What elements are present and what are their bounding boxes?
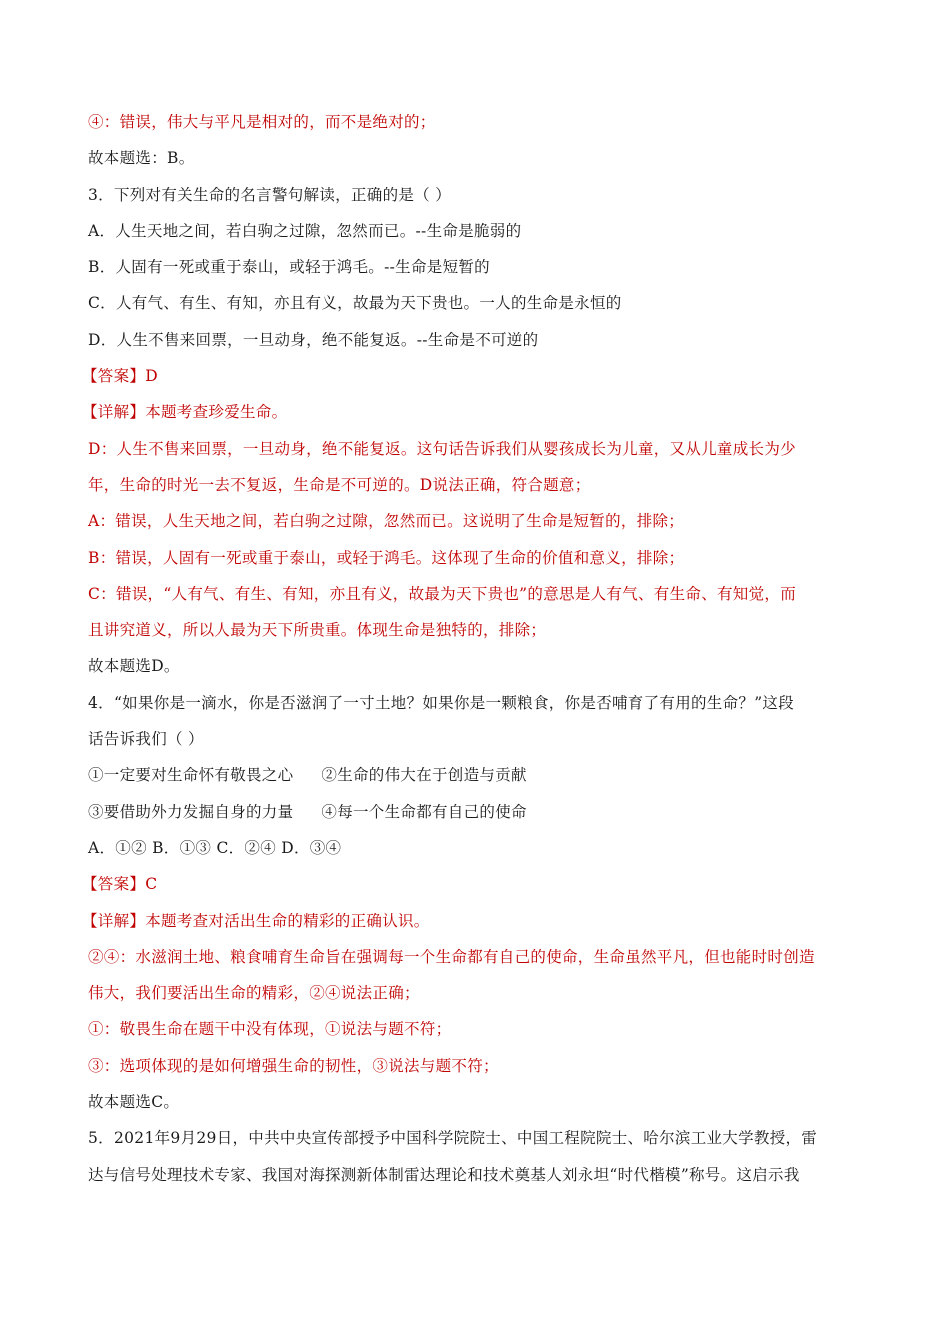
question-4-detail: [82, 911, 868, 931]
question-3-answer: [82, 366, 868, 386]
detail-label: 【详解】: [82, 911, 146, 930]
question-3-option-c: C．人有气、有生、有知，亦且有义，故最为天下贵也。一人的生命是永恒的: [88, 294, 622, 313]
explanation-line: ②④：水滋润土地、粮食哺育生命旨在强调每一个生命都有自己的使命，生命虽然平凡，但也能时时创造: [88, 947, 815, 966]
explanation-line: ①：敬畏生命在题干中没有体现，①说法与题不符；: [88, 1020, 452, 1039]
detail-value: 本题考查对活出生命的精彩的正确认识。: [145, 911, 430, 930]
question-4-statements-row: [88, 765, 868, 785]
conclusion-line: 故本题选：B。: [88, 149, 195, 168]
question-4-options: A．①② B．①③ C．②④ D．③④: [88, 838, 342, 857]
question-4-statements-row: [88, 802, 868, 822]
explanation-line: 年，生命的时光一去不复返，生命是不可逆的。D说法正确，符合题意；: [88, 475, 591, 494]
detail-label: 【详解】: [82, 403, 146, 422]
answer-label: 【答案】: [82, 875, 146, 894]
statement-2: ②生命的伟大在于创造与贡献: [321, 766, 527, 785]
explanation-line: 且讲究道义，所以人最为天下所贵重。体现生命是独特的，排除；: [88, 621, 547, 640]
conclusion-line: 故本题选C。: [88, 1093, 180, 1112]
question-4-stem-cont: 话告诉我们（ ）: [88, 730, 204, 749]
statement-3: ③要借助外力发掘自身的力量: [88, 802, 294, 821]
question-4-answer: [82, 874, 868, 894]
answer-value: D: [145, 367, 158, 386]
answer-value: C: [145, 875, 158, 894]
explanation-line: 伟大，我们要活出生命的精彩，②④说法正确；: [88, 984, 420, 1003]
question-5-stem-cont: 达与信号处理技术专家、我国对海探测新体制雷达理论和技术奠基人刘永坦“时代楷模”称号。这启示我: [88, 1165, 800, 1184]
explanation-line: D：人生不售来回票，一旦动身，绝不能复返。这句话告诉我们从婴孩成长为儿童，又从儿童成长为少: [88, 439, 796, 458]
question-3-option-b: B．人固有一死或重于泰山，或轻于鸿毛。--生命是短暂的: [88, 258, 490, 277]
statement-4: ④每一个生命都有自己的使命: [321, 802, 527, 821]
question-4-stem: 4．“如果你是一滴水，你是否滋润了一寸土地？如果你是一颗粮食，你是否哺育了有用的生命？”这段: [88, 693, 795, 712]
statement-1: ①一定要对生命怀有敬畏之心: [88, 766, 294, 785]
explanation-line: ③：选项体现的是如何增强生命的韧性，③说法与题不符；: [88, 1056, 499, 1075]
question-3-stem: 3．下列对有关生命的名言警句解读，正确的是（ ）: [88, 185, 451, 204]
explanation-line: B：错误，人固有一死或重于泰山，或轻于鸿毛。这体现了生命的价值和意义，排除；: [88, 548, 685, 567]
document-page: [82, 112, 868, 1201]
explanation-line: ④：错误，伟大与平凡是相对的，而不是绝对的；: [88, 113, 436, 131]
question-3-detail: [82, 402, 868, 422]
explanation-line: C：错误，“人有气、有生、有知，亦且有义，故最为天下贵也”的意思是人有气、有生命、有知觉，而: [88, 584, 797, 603]
conclusion-line: 故本题选D。: [88, 657, 180, 676]
question-3-option-a: A．人生天地之间，若白驹之过隙，忽然而已。--生命是脆弱的: [88, 221, 522, 240]
answer-label: 【答案】: [82, 367, 146, 386]
detail-value: 本题考查珍爱生命。: [145, 403, 288, 422]
explanation-line: A：错误，人生天地之间，若白驹之过隙，忽然而已。这说明了生命是短暂的，排除；: [88, 512, 685, 531]
question-5-stem: 5．2021年9月29日，中共中央宣传部授予中国科学院院士、中国工程院院士、哈尔滨工业大学教授，雷: [88, 1129, 818, 1148]
question-3-option-d: D．人生不售来回票，一旦动身，绝不能复返。--生命是不可逆的: [88, 330, 539, 349]
